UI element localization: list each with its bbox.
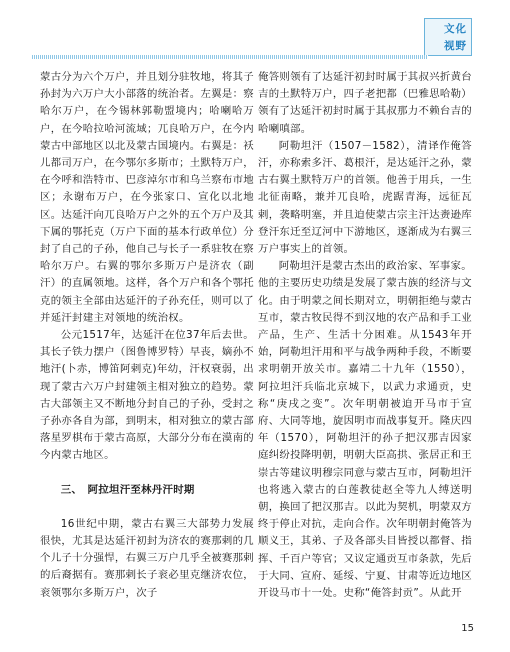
left-paragraph-3: 16世纪中期，蒙古右翼三大部势力发展很快，尤其是达延汗初封为济农的赛那剌的几个儿子十分强悍，右翼三万户几乎全被赛那剌的后裔据有。赛那剌长子衮必里克继济农位，衮领鄂尔多斯万户，次子 [40, 517, 254, 599]
left-paragraph-1: 蒙古分为六个万户，并且划分驻牧地，将其子孙封为六万户大小部落的统治者。左翼是：察哈尔万户，在今锡林郭勒盟境内；哈喇哈万户，在今哈拉哈河流域；兀良哈万户，在今内蒙古中部地区以北及蒙古国境内。右翼是：袄儿都司万户，在今鄂尔多斯市；土默特万户，在今呼和浩特市、巴彦淖尔市和乌兰察布市地区；永谢布万户，在今张家口、宣化以北地区。达延汗向兀良哈万户之外的五个万户及其下属的鄂托克（万户下面的基本行政单位）分封了自己的子孙，他自己与长子一系驻牧在察哈尔万户。右翼的鄂尔多斯万户是济农（副汗）的直属领地。这样，各个万户和各个鄂托克的领主全部由达延汗的子孙充任，则可以了并延汗封建主对领地的统治权。 [40, 71, 254, 324]
header-decorative-band [32, 55, 428, 59]
section-tag-line1: 文化 [444, 23, 467, 35]
left-paragraph-2: 公元1517年，达延汗在位37年后去世。其长子铁力摆户（图鲁博罗特）早丧，嫡孙不地汗(卜赤，博笛阿剌克)年幼，汗权衰弱，出现了蒙古六万户封建领主相对独立的趋势。蒙古大部领主又不断地分封自己的子孙，受封之子孙亦各自为部，到明末，相对独立的蒙古部落星罗棋布于蒙古高原，大部分分布在漠南的今内蒙古地区。 [40, 329, 254, 462]
section-heading: 三、 阿拉坦汗至林丹汗时期 [60, 483, 195, 496]
right-paragraph-1: 俺答则领有了达延汗初封时属于其叔兴折黄台吉的土默特万户，四子老把都（巴雅思哈勒）领有了达延汗初封时属于其叔那力不赖台吉的哈喇嗔部。 [258, 71, 472, 135]
left-column [40, 69, 254, 602]
section-tag [424, 18, 472, 56]
right-paragraph-3: 阿勒坦汗是蒙古杰出的政治家、军事家。他的主要历史功绩是发展了蒙古族的经济与文化。由于明蒙之间长期对立，明朝拒绝与蒙古互市，蒙古牧民得不到汉地的农产品和手工业产品，生产、生活十分困难。从1543年开始，阿勒坦汗用和平与战争两种手段，不断要求明朝开放关市。嘉靖二十九年（1550），阿拉坦汗兵临北京城下，以武力求通贡，史称“庚戌之变”。次年明朝被迫开马市于宣府、大同等地，旋因明市而战事复开。隆庆四年（1570），阿勒坦汗的孙子把汉那吉因家庭纠纷投降明朝，明朝大臣高拱、张居正和王崇古等建议明穆宗同意与蒙古互市，阿勒坦汗也将逃入蒙古的白莲教徒赵全等九人缚送明朝，换回了把汉那吉。以此为契机，明蒙双方终于停止对抗，走向合作。次年明朝封俺答为顺义王，其弟、子及各部头目皆授以都督、指挥、千百户等官；又议定通贡互市条款，先后于大同、宣府、延绥、宁夏、甘肃等近边地区开设马市十一处。史称“俺答封贡”。从此开 [258, 260, 472, 600]
section-tag-line2: 视野 [444, 40, 467, 52]
right-paragraph-2: 阿勒坦汗（1507－1582），清译作俺答汗，亦称索多汗、葛根汗，是达延汗之孙，蒙古右翼土默特万户的首领。他善于用兵，一生北征南略，兼并兀良哈，虎踞青海，远征瓦剌，袭略明塞，并且迫使蒙古宗主汗达赉逊库登汗东迁至辽河中下游地区，逐渐成为右翼三万户事实上的首领。 [258, 139, 472, 256]
right-column [258, 69, 472, 602]
page-number: 15 [461, 623, 474, 634]
